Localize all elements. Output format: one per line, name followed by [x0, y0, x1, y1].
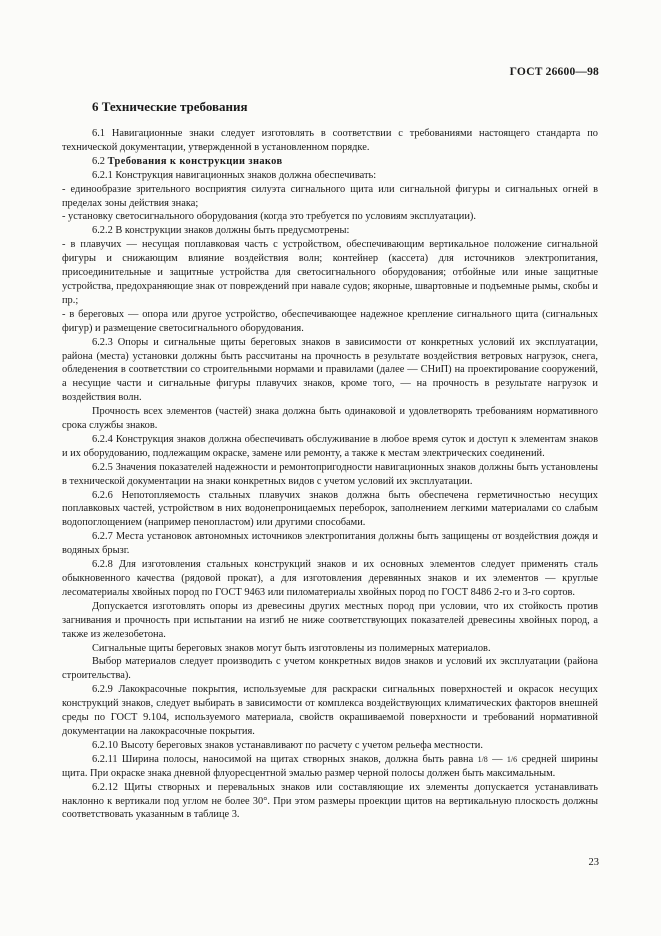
paragraph: Выбор материалов следует производить с учетом конкретных видов знаков и условий их эксплуатации (района строительства). [62, 656, 598, 682]
paragraph: 6.2.12 Щиты створных и перевальных знаков или составляющие их элементы допускается устанавливать наклонно к вертикали под углом не более 30°. При этом размеры проекции щитов на вертикальную плоскость должны соответствовать указанным в таблице 3. [62, 781, 598, 821]
list-item: - в береговых — опора или другое устройство, обеспечивающее надежное крепление сигнального щита (сигнальных фигур) и размещение светосигнального оборудования. [62, 308, 598, 334]
list-item: - единообразие зрительного восприятия силуэта сигнального щита или сигнальной фигуры и сигнальных огней в пределах зоны действия знака; [62, 183, 598, 209]
paragraph: 6.1 Навигационные знаки следует изготовлять в соответствии с требованиями настоящего стандарта по технической документации, утвержденной в установленном порядке. [62, 128, 598, 153]
paragraph: 6.2.3 Опоры и сигнальные щиты береговых знаков в зависимости от конкретных условий их эксплуатации, района (места) установки должны быть рассчитаны на прочность в результате воздействия ветровых нагрузок, снега, обледенения в соответствии со строительными нормами и правилами (далее — СНиП) на проектирование сооружений, а несущие части и сигнальные фигуры плавучих знаков, кроме того, — на прочность в результате нагрузок и воздействия волн. [62, 336, 598, 404]
paragraph: 6.2.9 Лакокрасочные покрытия, используемые для раскраски сигнальных поверхностей и окрасок несущих конструкций знаков, следует выбирать в зависимости от комплекса воздействующих климатических факторов внешней среды по ГОСТ 9.104, используемого материала, свойств окрашиваемой поверхности и требований нормативной документации на лакокрасочные покрытия. [62, 684, 598, 737]
paragraph-6-2-11: 6.2.11 Ширина полосы, наносимой на щитах створных знаков, должна быть равна 1/8 — 1/6 средней ширины щита. При окраске знака дневной флуоресцентной эмалью размер черной полосы должен быть максимальным. [62, 753, 598, 779]
paragraph: Сигнальные щиты береговых знаков могут быть изготовлены из полимерных материалов. [92, 642, 491, 654]
subsection-heading [62, 155, 598, 169]
paragraph: 6.2.8 Для изготовления стальных конструкций знаков и их основных элементов следует применять сталь обыкновенного качества (рядовой прокат), а для изготовления деревянных знаков и их элементов — круглые лесоматериалы хвойных пород по ГОСТ 9463 или пиломатериалы хвойных пород по ГОСТ 8486 2-го и 3-го сортов. [62, 559, 598, 598]
paragraph: 6.2.1 Конструкция навигационных знаков должна обеспечивать: [92, 169, 377, 181]
paragraph: 6.2.7 Места установок автономных источников электропитания должны быть защищены от воздействия дождя и водяных брызг. [62, 531, 598, 557]
fraction-one-eighth: 1/8 [477, 754, 488, 764]
list-item: - установку светосигнального оборудования (когда это требуется по условиям эксплуатации). [62, 211, 476, 223]
paragraph: 6.2.5 Значения показателей надежности и ремонтопригодности навигационных знаков должны быть установлены в технической документации на знаки конкретных видов с учетом условий их эксплуатации. [62, 461, 598, 487]
subsection-number: 6.2 [92, 155, 105, 167]
list-item: - в плавучих — несущая поплавковая часть с устройством, обеспечивающим вертикальное положение сигнальной фигуры и снижающим влияние воздействия волн; контейнер (кассета) для источников электропитания, присоединительные и защитные устройства для светосигнального оборудования; отбойные или иные защитные устройства, предохраняющие знак от повреждений при навале судов; якорные, швартовные и подъемные рымы, скобы и пр.; [62, 239, 598, 306]
paragraph: 6.2.10 Высоту береговых знаков устанавливают по расчету с учетом рельефа местности. [92, 739, 483, 751]
page-number: 23 [588, 857, 599, 868]
paragraph: Допускается изготовлять опоры из древесины других местных пород при условии, что их стойкость против загнивания и прочность при испытании на изгиб не ниже соответствующих показателей древесины хвойных пород, а также из железобетона. [62, 600, 598, 640]
paragraph: 6.2.4 Конструкция знаков должна обеспечивать обслуживание в любое время суток и доступ к элементам знаков и их оборудованию, подлежащим окраске, замене или ремонту, а также к местам электрических соединений. [62, 433, 598, 459]
section-title: 6 Технические требования [92, 99, 248, 114]
paragraph: Прочность всех элементов (частей) знака должна быть одинаковой и удовлетворять требованиям нормативного срока службы знаков. [62, 406, 598, 432]
fraction-one-sixth: 1/6 [506, 754, 518, 764]
body-text [62, 127, 598, 822]
paragraph: 6.2.6 Непотопляемость стальных плавучих знаков должна быть обеспечена герметичностью несущих поплавковых частей, устройством в них водонепроницаемых переборок, заполнением легкими материалами со слабым водопоглощением (например пенопластом) или другими способами. [62, 489, 598, 529]
paragraph: 6.2.2 В конструкции знаков должны быть предусмотрены: [92, 225, 350, 237]
standard-header: ГОСТ 26600—98 [509, 66, 599, 78]
subsection-title: Требования к конструкции знаков [107, 155, 283, 167]
